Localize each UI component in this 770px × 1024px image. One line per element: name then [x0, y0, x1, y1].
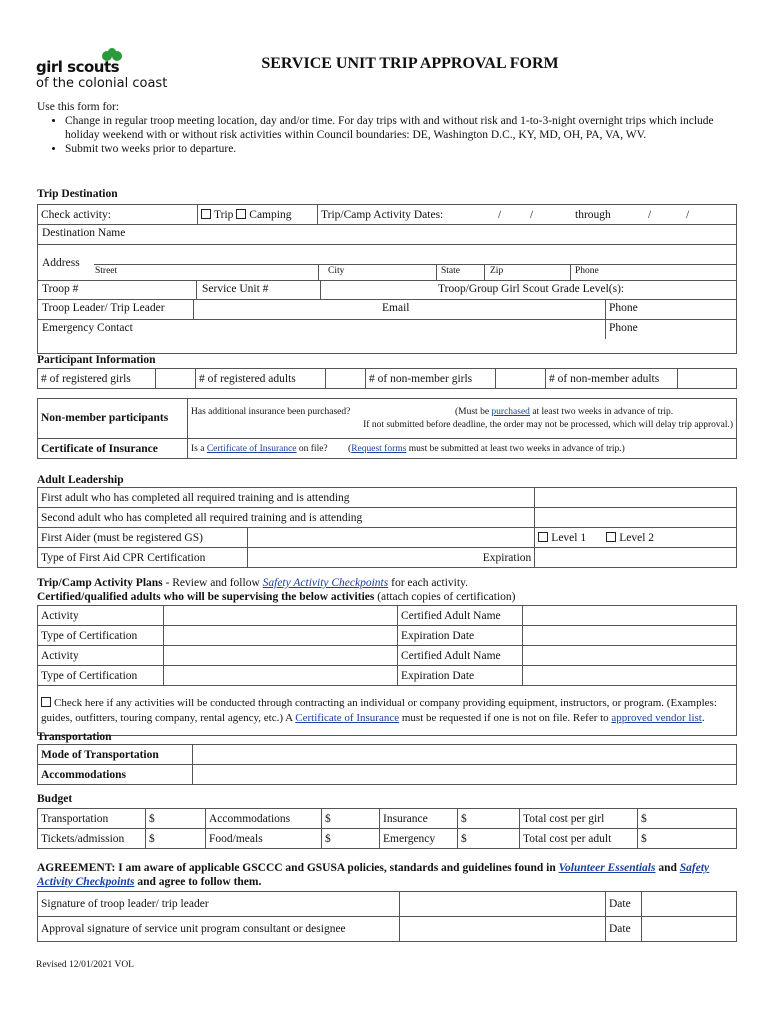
agreement-text-2: and agree to follow them.: [134, 876, 262, 888]
dollar-sign: $: [325, 832, 331, 845]
intro-lead: Use this form for:: [37, 101, 120, 113]
total-adult-input[interactable]: [638, 829, 737, 849]
logo-text-line1: girl scouts: [36, 58, 120, 76]
level2-checkbox[interactable]: [606, 532, 616, 542]
mode-label: Mode of Transportation: [38, 745, 193, 765]
agreement-text-1: AGREEMENT: I am aware of applicable GSCCC and GSUSA policies, standards and guidelines found in: [37, 862, 559, 874]
logo-text-line2: of the colonial coast: [36, 76, 168, 91]
service-unit-label: Service Unit #: [202, 283, 269, 295]
sig-troop-leader-input[interactable]: [400, 892, 606, 917]
certified-heading: Certified/qualified adults who will be supervising the below activities: [37, 591, 375, 603]
request-forms-link[interactable]: Request forms: [351, 443, 407, 454]
request-note: must be submitted at least two weeks in advance of trip.): [408, 443, 625, 454]
dollar-sign: $: [641, 812, 647, 825]
dollar-sign: $: [461, 832, 467, 845]
advance-text: at least two weeks in advance of trip.: [532, 406, 674, 417]
insurance-purchased-cell: [188, 399, 737, 439]
trip-dates-field[interactable]: [318, 205, 737, 225]
expiration-date-label: Expiration Date: [398, 666, 523, 686]
through-label: through: [575, 208, 611, 221]
cert-adult-name-input[interactable]: [523, 606, 737, 626]
participant-counts-table: [37, 368, 737, 389]
type-cert-label: Type of Certification: [38, 626, 164, 646]
grade-levels-label: Troop/Group Girl Scout Grade Level(s):: [438, 283, 625, 295]
review-text: - Review and follow: [162, 577, 263, 589]
cert-adult-name-label: Certified Adult Name: [398, 606, 523, 626]
sig-approval-label: Approval signature of service unit program consultant or designee: [38, 917, 400, 942]
first-adult-input[interactable]: [535, 488, 737, 508]
troop-label: Troop #: [42, 283, 79, 295]
type-cert-label: Type of Certification: [38, 666, 164, 686]
type-cert-input[interactable]: [164, 626, 398, 646]
purchased-link[interactable]: purchased: [491, 406, 530, 417]
state-label: State: [441, 266, 460, 276]
dollar-sign: $: [641, 832, 647, 845]
date-slash: /: [686, 208, 690, 221]
accommodations-label: Accommodations: [38, 765, 193, 785]
sig-approval-input[interactable]: [400, 917, 606, 942]
address-label: Address: [42, 257, 80, 269]
activity-cert-table: [37, 605, 737, 736]
sac-link[interactable]: Safety Activity Checkpoints: [37, 862, 710, 888]
nonmember-girls-input[interactable]: [496, 369, 546, 389]
accommodations-input[interactable]: [193, 765, 737, 785]
agreement-and: and: [655, 862, 680, 874]
budget-heading: Budget: [37, 793, 73, 805]
activity-checkboxes: [198, 205, 318, 225]
budget-emergency-input[interactable]: [458, 829, 520, 849]
sac-link[interactable]: Safety Activity Checkpoints: [262, 577, 389, 589]
volunteer-essentials-link[interactable]: Volunteer Essentials: [558, 862, 656, 874]
on-file-text: on file?: [298, 443, 328, 454]
activity-plans-heading: Trip/Camp Activity Plans: [37, 577, 163, 589]
activity-label: Activity: [38, 646, 164, 666]
check-activity-label: Check activity:: [38, 205, 198, 225]
budget-accommodations-input[interactable]: [322, 809, 380, 829]
budget-food-label: Food/meals: [206, 829, 322, 849]
must-be-req-text: must be requested if one is not on file. Refer to: [399, 711, 612, 724]
reg-adults-input[interactable]: [326, 369, 366, 389]
expiration-input[interactable]: [535, 548, 737, 568]
emergency-phone-label: Phone: [609, 322, 638, 334]
reg-girls-label: # of registered girls: [38, 369, 156, 389]
revision-footer: Revised 12/01/2021 VOL: [36, 960, 134, 970]
total-adult-label: Total cost per adult: [520, 829, 638, 849]
intro: [37, 100, 737, 156]
cert-adult-name-label: Certified Adult Name: [398, 646, 523, 666]
expiration-label: Expiration: [247, 548, 534, 568]
city-label: City: [328, 266, 345, 276]
date-slash: /: [648, 208, 652, 221]
first-aid-levels: [535, 528, 737, 548]
budget-tickets-input[interactable]: [146, 829, 206, 849]
coi-label: Certificate of Insurance: [38, 439, 188, 459]
first-adult-label: First adult who has completed all required training and is attending: [38, 488, 535, 508]
type-cert-input[interactable]: [164, 666, 398, 686]
first-aider-label: First Aider (must be registered GS): [38, 528, 248, 548]
nonmember-table: [37, 398, 737, 459]
budget-insurance-input[interactable]: [458, 809, 520, 829]
page-title: SERVICE UNIT TRIP APPROVAL FORM: [261, 55, 559, 72]
phone-small-label: Phone: [575, 266, 599, 276]
deadline-note: If not submitted before deadline, the order may not be processed, which will delay trip approval.): [363, 419, 733, 430]
zip-label: Zip: [490, 266, 504, 276]
insurance-question: Has additional insurance been purchased?: [191, 406, 351, 417]
nonmember-adults-input[interactable]: [678, 369, 737, 389]
activity-plans-intro: [37, 576, 737, 604]
budget-emergency-label: Emergency: [380, 829, 458, 849]
total-girl-input[interactable]: [638, 809, 737, 829]
camping-checkbox[interactable]: [236, 209, 246, 219]
street-label: Street: [95, 266, 118, 276]
must-be-text: (Must be: [455, 406, 490, 417]
date-slash: /: [530, 208, 534, 221]
email-label: Email: [382, 302, 410, 314]
budget-transportation-input[interactable]: [146, 809, 206, 829]
intro-bullet: • Change in regular troop meeting location, day and/or time. For day trips with and without risk and 1-to-3-night overnight trips which include holiday weekend with or without risk activities within Council boundaries: DE, Washington D.C., KY, MD, OH, PA, VA, WV.: [65, 114, 737, 142]
second-adult-label: Second adult who has completed all required training and is attending: [38, 508, 535, 528]
first-aider-input[interactable]: [247, 528, 534, 548]
participant-heading: Participant Information: [37, 354, 156, 366]
troop-leader-label: Troop Leader/ Trip Leader: [42, 302, 165, 314]
budget-food-input[interactable]: [322, 829, 380, 849]
expiration-date-label: Expiration Date: [398, 626, 523, 646]
coi-cell: Is a Certificate of Insurance on file? (Request forms must be submitted at least two weeks in advance of trip.): [188, 439, 737, 459]
dollar-sign: $: [149, 812, 155, 825]
vendor-list-link[interactable]: approved vendor list: [611, 711, 702, 724]
date-input[interactable]: [642, 892, 737, 917]
transportation-table: [37, 744, 737, 785]
reg-adults-label: # of registered adults: [196, 369, 326, 389]
signature-table: [37, 891, 737, 942]
phone-label: Phone: [609, 302, 638, 314]
expiration-date-input[interactable]: [523, 666, 737, 686]
activity-input[interactable]: [164, 646, 398, 666]
level2-label: Level 2: [619, 531, 655, 544]
activity-input[interactable]: [164, 606, 398, 626]
trip-checkbox[interactable]: [201, 209, 211, 219]
second-adult-input[interactable]: [535, 508, 737, 528]
budget-table: [37, 808, 737, 849]
adult-leadership-heading: Adult Leadership: [37, 474, 124, 486]
total-girl-label: Total cost per girl: [520, 809, 638, 829]
budget-transportation-label: Transportation: [38, 809, 146, 829]
mode-input[interactable]: [193, 745, 737, 765]
agreement-text: [37, 861, 727, 889]
dollar-sign: $: [461, 812, 467, 825]
trip-label: Trip: [214, 208, 234, 221]
check-here-text: Check here if any activities will be conducted through contracting an individual or company providing equipment, instructors, or program. (Examples: guides, outfitters, touring company, rental agency, etc.) A: [41, 696, 717, 724]
budget-insurance-label: Insurance: [380, 809, 458, 829]
contracting-checkbox[interactable]: [41, 697, 51, 707]
level1-checkbox[interactable]: [538, 532, 548, 542]
budget-accommodations-label: Accommodations: [206, 809, 322, 829]
coi-link[interactable]: Certificate of Insurance: [206, 443, 297, 454]
nonmember-adults-label: # of non-member adults: [546, 369, 678, 389]
adult-leadership-table: [37, 487, 737, 568]
date-label: Date: [606, 892, 642, 917]
is-a-text: Is a: [191, 443, 205, 454]
for-each-text: for each activity.: [388, 577, 468, 589]
date-label: Date: [606, 917, 642, 942]
expiration-date-input[interactable]: [523, 626, 737, 646]
coi-link[interactable]: Certificate of Insurance: [295, 711, 400, 724]
attach-text: (attach copies of certification): [374, 591, 516, 603]
dollar-sign: $: [149, 832, 155, 845]
date-input[interactable]: [642, 917, 737, 942]
trip-destination-table: [37, 204, 737, 225]
nonmember-participants-label: Non-member participants: [38, 399, 188, 439]
cert-adult-name-input[interactable]: [523, 646, 737, 666]
nonmember-girls-label: # of non-member girls: [366, 369, 496, 389]
date-slash: /: [498, 208, 502, 221]
destination-block: [37, 224, 737, 354]
cpr-type-label: Type of First Aid CPR Certification: [38, 548, 248, 568]
transportation-heading: Transportation: [37, 731, 112, 743]
reg-girls-input[interactable]: [156, 369, 196, 389]
sig-troop-leader-label: Signature of troop leader/ trip leader: [38, 892, 400, 917]
camping-label: Camping: [249, 208, 292, 221]
budget-tickets-label: Tickets/admission: [38, 829, 146, 849]
destination-name-label: Destination Name: [42, 227, 126, 239]
period: .: [701, 711, 705, 724]
trip-destination-heading: Trip Destination: [37, 188, 118, 200]
intro-bullet: • Submit two weeks prior to departure.: [65, 142, 737, 156]
dollar-sign: $: [325, 812, 331, 825]
activity-label: Activity: [38, 606, 164, 626]
trip-dates-label: Trip/Camp Activity Dates:: [321, 208, 444, 221]
level1-label: Level 1: [551, 531, 587, 544]
emergency-contact-label: Emergency Contact: [42, 322, 133, 334]
contracting-cell: [38, 686, 737, 736]
